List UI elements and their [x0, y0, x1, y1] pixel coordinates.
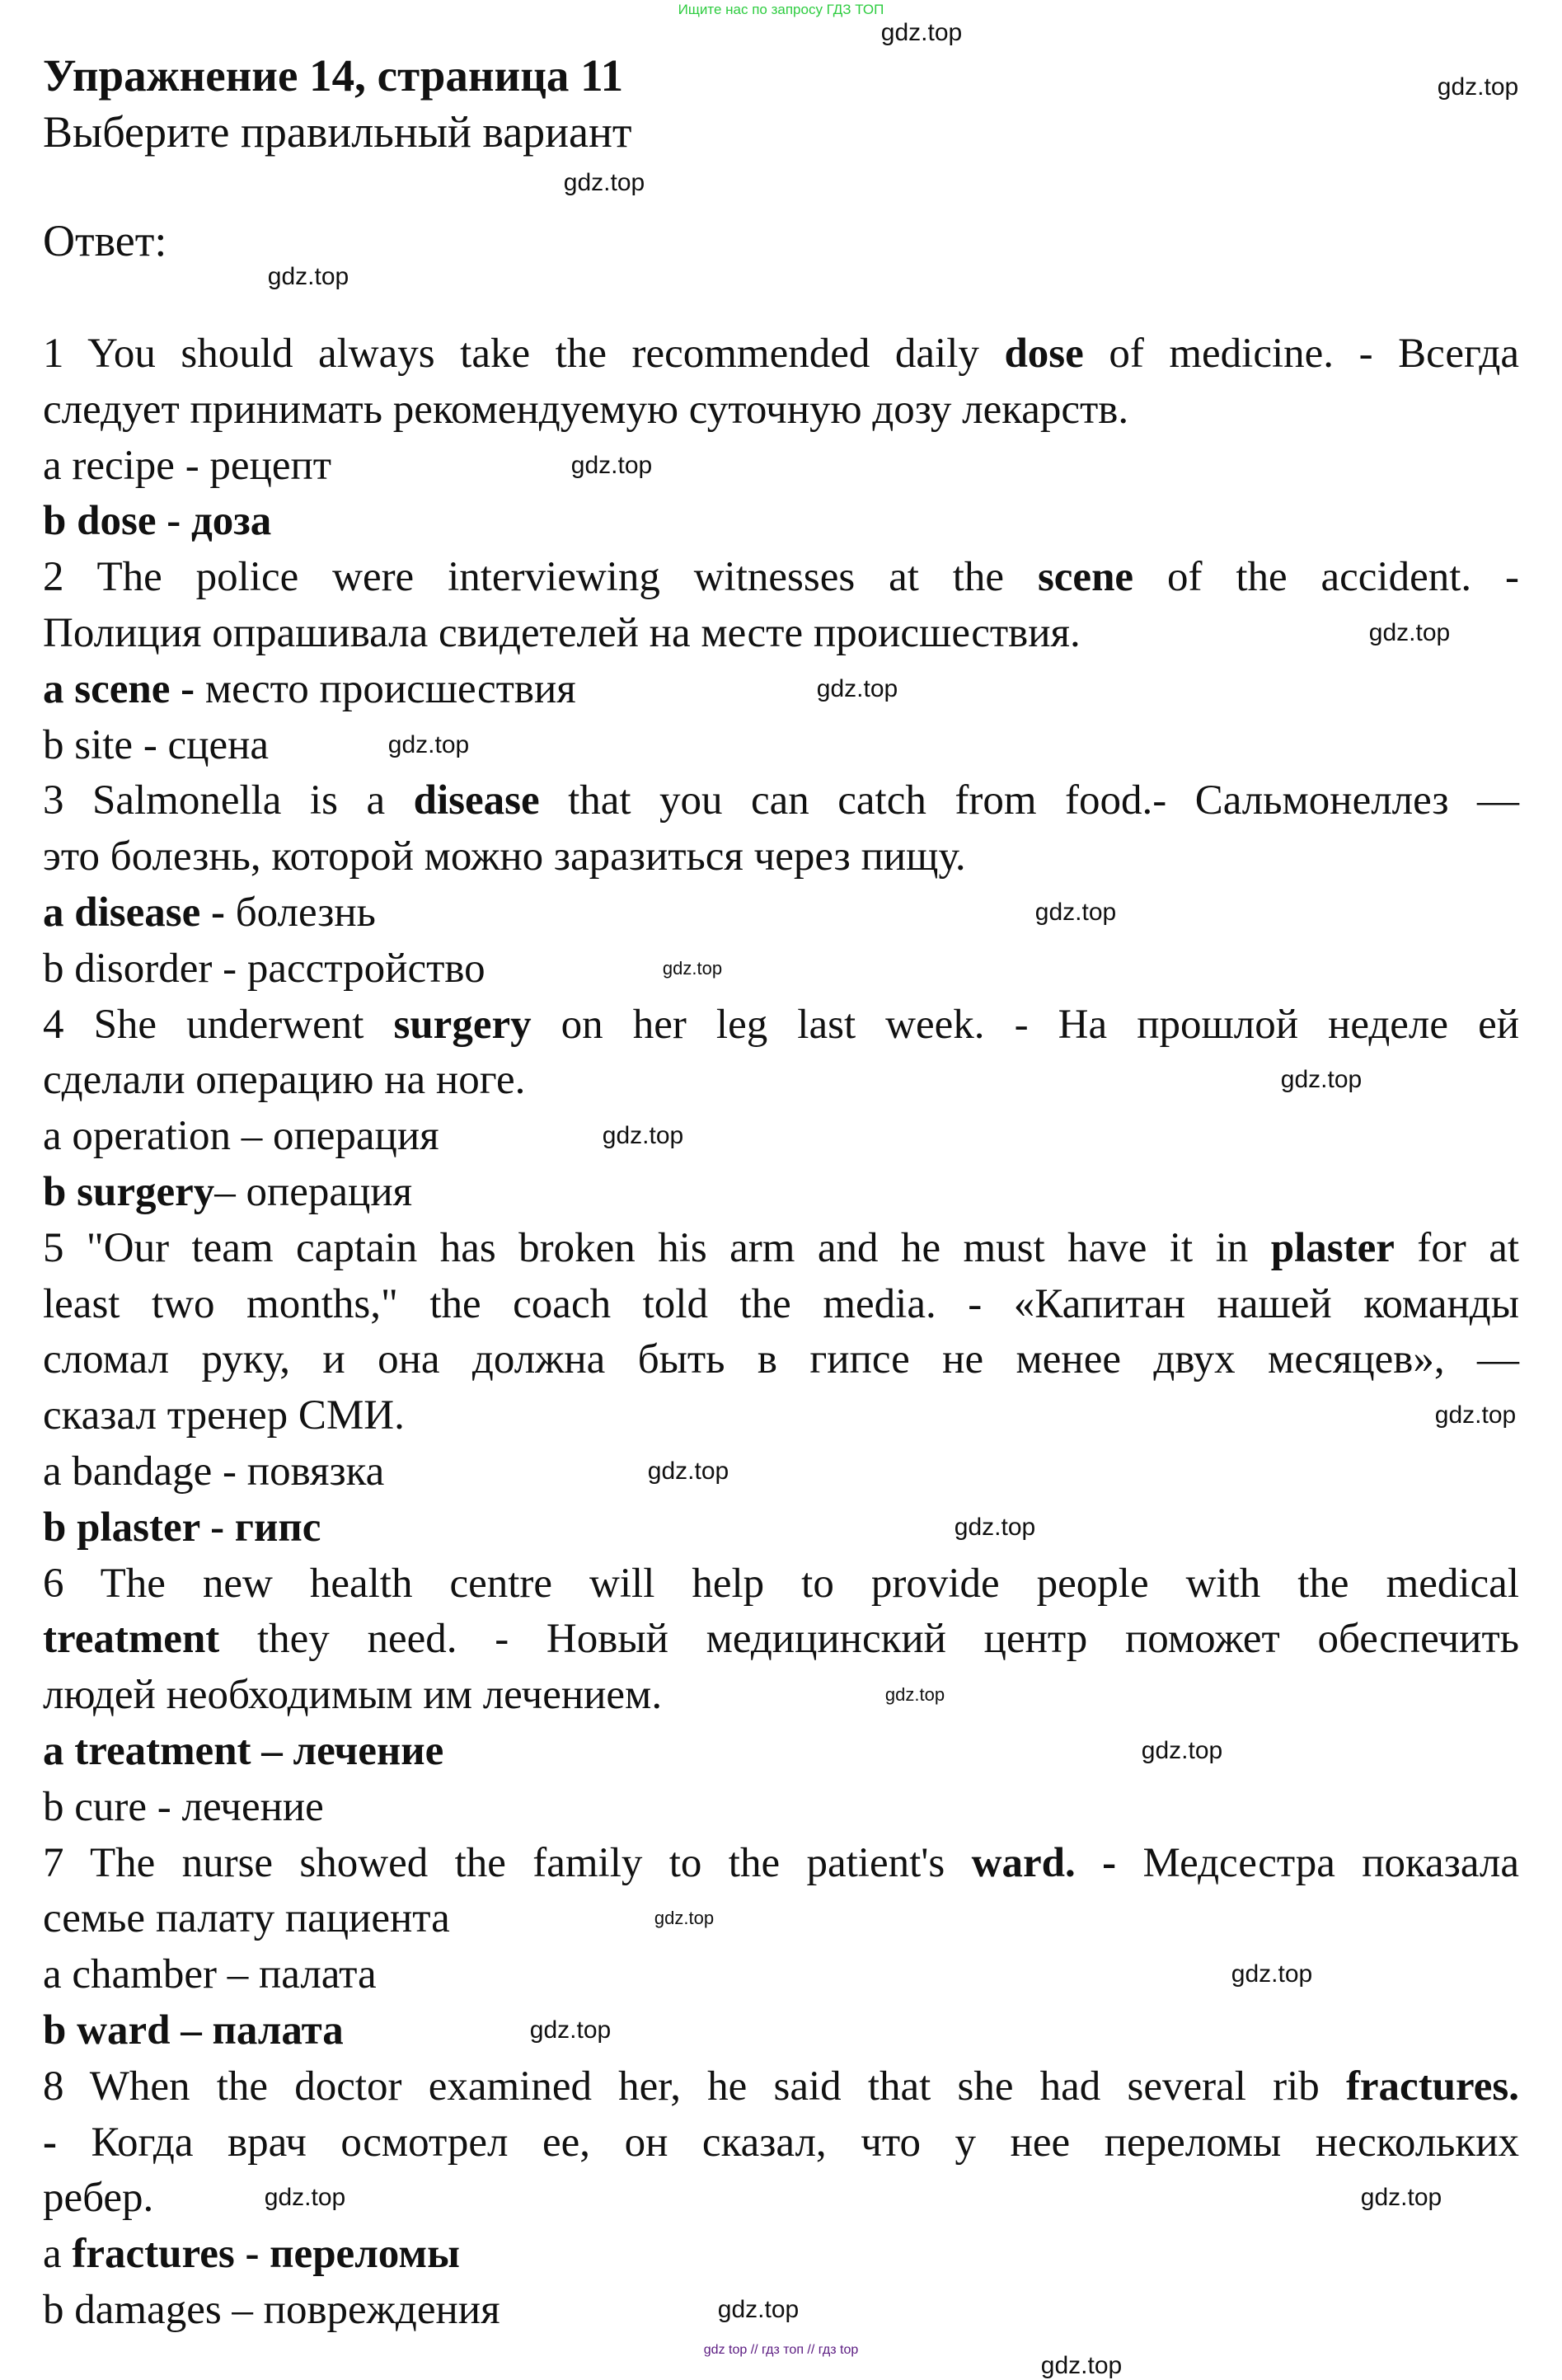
text-line [43, 2227, 1519, 2280]
text-segment: Медсестра показала [1116, 1839, 1520, 1886]
text-line [43, 1557, 1519, 1610]
text-line [43, 1166, 1519, 1218]
bold-text: fractures. [1345, 2063, 1519, 2110]
bold-text: surgery [393, 1001, 532, 1048]
text-line [43, 1892, 1519, 1945]
text-segment: on her leg last week. - На прошлой неделе ей [531, 1001, 1519, 1048]
bold-text: b ward – палата [43, 2007, 344, 2054]
text-line [43, 663, 1519, 716]
text-line [43, 2116, 1519, 2169]
text-segment: людей необходимым им лечением. [43, 1672, 663, 1719]
watermark: gdz.top [1040, 2352, 1123, 2379]
text-line [43, 886, 1519, 939]
text-segment: b cure - лечение [43, 1783, 324, 1830]
text-line [43, 1445, 1519, 1498]
text-line [43, 327, 1519, 380]
bold-text: b surgery [43, 1169, 215, 1215]
text-segment: least two months," the coach told the media. - «Капитан нашей команды [43, 1280, 1519, 1327]
text-segment: a chamber – палата [43, 1951, 377, 1998]
text-segment: болезнь [224, 890, 376, 936]
text-line [43, 942, 1519, 995]
text-segment: of the accident. - [1133, 554, 1519, 601]
task-instruction: Выберите правильный вариант [43, 107, 632, 157]
bold-text: plaster [1270, 1224, 1395, 1271]
text-line [43, 830, 1519, 883]
text-segment: that you can catch from food.- Сальмонеллез — [539, 777, 1520, 824]
text-segment: 4 She underwent [43, 1001, 394, 1048]
text-segment: семье палату пациента [43, 1895, 450, 1942]
watermark: gdz.top [1368, 619, 1451, 646]
text-segment: 7 The nurse showed the family to the patient's [43, 1839, 972, 1886]
text-segment: 8 When the doctor examined her, he said that she had several rib [43, 2063, 1346, 2110]
text-segment: 3 Salmonella is a [43, 777, 414, 824]
page-title: Упражнение 14, страница 11 [43, 50, 624, 101]
watermark: gdz.top [884, 1684, 945, 1706]
text-segment: – операция [214, 1169, 413, 1215]
text-segment: b disorder - расстройство [43, 945, 485, 992]
bold-text: treatment [43, 1616, 220, 1663]
bold-text: b plaster - гипс [43, 1504, 321, 1551]
watermark: gdz.top [264, 2184, 346, 2212]
text-line [43, 607, 1519, 660]
text-line [43, 1389, 1519, 1442]
text-segment: a operation – операция [43, 1113, 439, 1160]
text-line [43, 719, 1519, 772]
answer-label: Ответ: [43, 216, 167, 265]
watermark: gdz.top [816, 674, 898, 702]
text-segment: a recipe - рецепт [43, 442, 332, 489]
text-line [43, 495, 1519, 547]
watermark: gdz.top [1231, 1960, 1313, 1988]
text-line [43, 1669, 1519, 1721]
text-segment: сказал тренер СМИ. [43, 1392, 405, 1439]
text-segment: Когда врач осмотрел ее, он сказал, что у нее переломы нескольких [56, 2119, 1519, 2166]
bold-text: b dose - доза [43, 498, 272, 545]
footer-banner: gdz top // гдз топ // гдз top [703, 2343, 859, 2357]
bold-text: fractures - переломы [72, 2231, 460, 2278]
text-segment: сделали операцию на ноге. [43, 1057, 526, 1104]
text-segment: they need. - Новый медицинский центр поможет обеспечить [219, 1616, 1519, 1663]
text-segment: это болезнь, которой можно заразиться через пищу. [43, 833, 966, 880]
text-segment: место происшествия [195, 665, 576, 712]
watermark: gdz.top [602, 1122, 684, 1150]
text-segment: for at [1394, 1224, 1519, 1271]
text-line [43, 1612, 1519, 1665]
watermark: gdz.top [1034, 899, 1117, 926]
text-line [43, 2060, 1519, 2113]
text-line [43, 1725, 1519, 1777]
bold-text: a disease - [43, 890, 225, 936]
watermark: gdz.top [387, 730, 470, 758]
watermark: gdz.top [1437, 73, 1519, 101]
text-segment: a [43, 2231, 73, 2278]
text-line [43, 1222, 1519, 1274]
bold-text: scene [1037, 554, 1134, 601]
text-segment: a bandage - повязка [43, 1448, 385, 1495]
text-segment: b site - сцена [43, 721, 270, 768]
text-segment: Полиция опрашивала свидетелей на месте происшествия. [43, 610, 1081, 656]
text-segment: of medicine. - Всегда [1083, 331, 1519, 377]
watermark: gdz.top [654, 1908, 715, 1929]
watermark: gdz.top [267, 263, 349, 290]
text-segment: ребер. [43, 2175, 154, 2222]
text-line [43, 1278, 1519, 1331]
watermark: gdz.top [1360, 2184, 1442, 2212]
bold-text: dose [1004, 331, 1084, 377]
text-line [43, 2004, 1519, 2057]
bold-text: - [43, 2119, 57, 2166]
watermark: gdz.top [529, 2016, 612, 2044]
watermark: gdz.top [880, 19, 963, 46]
watermark: gdz.top [954, 1513, 1036, 1541]
watermark: gdz.top [1280, 1066, 1363, 1094]
watermark: gdz.top [647, 1458, 729, 1485]
text-segment: 2 The police were interviewing witnesses at the [43, 554, 1038, 601]
watermark: gdz.top [662, 957, 723, 979]
text-line [43, 998, 1519, 1051]
watermark: gdz.top [717, 2296, 800, 2323]
text-segment: сломал руку, и она должна быть в гипсе не менее двух месяцев», — [43, 1336, 1519, 1383]
text-segment: 1 You should always take the recommended daily [43, 331, 1005, 377]
text-line [43, 1501, 1519, 1554]
text-line [43, 1781, 1519, 1833]
text-segment: 6 The new health centre will help to provide people with the medical [43, 1560, 1519, 1607]
text-line [43, 551, 1519, 603]
search-hint-banner: Ищите нас по запросу ГДЗ ТОП [678, 2, 884, 17]
bold-text: a scene - [43, 665, 195, 712]
text-line [43, 1333, 1519, 1386]
text-line [43, 1110, 1519, 1162]
text-segment: b damages – повреждения [43, 2287, 500, 2333]
text-line [43, 439, 1519, 492]
text-line [43, 1837, 1519, 1889]
text-line [43, 774, 1519, 827]
bold-text: a treatment – лечение [43, 1728, 444, 1774]
bold-text: ward. - [971, 1839, 1117, 1886]
watermark: gdz.top [1141, 1737, 1223, 1764]
text-segment: следует принимать рекомендуемую суточную дозу лекарств. [43, 386, 1129, 433]
text-segment: 5 "Our team captain has broken his arm and he must have it in [43, 1224, 1271, 1271]
text-line [43, 383, 1519, 436]
watermark: gdz.top [1434, 1401, 1517, 1429]
bold-text: disease [413, 777, 540, 824]
watermark: gdz.top [570, 451, 653, 479]
watermark: gdz.top [563, 169, 645, 196]
